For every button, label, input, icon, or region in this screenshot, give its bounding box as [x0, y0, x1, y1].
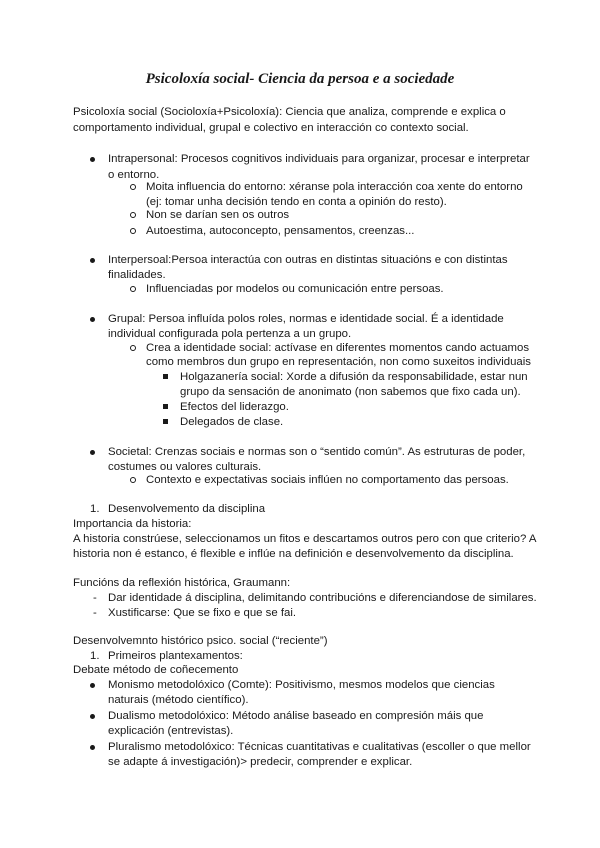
importancia-heading: Importancia da historia: [73, 518, 192, 530]
sub-item: Crea a identidade social: actívase en diferentes momentos cando actuamos [146, 342, 530, 354]
bullet-circle-icon [130, 477, 136, 483]
bullet-square-icon [163, 419, 168, 424]
list-item-societal: Societal: Crenzas sociais e normas son o “sentido común”. As estruturas de poder, [108, 446, 526, 458]
paragraph-line: historia non é estanco, é flexible e inflúe na definición e desenvolvemento da disciplina. [73, 548, 514, 560]
subsub-item: Holgazanería social: Xorde a difusión da responsabilidade, estar nun [180, 371, 528, 383]
funcions-heading: Funcións da reflexión histórica, Graumann: [73, 577, 291, 589]
sub-item: Moita influencia do entorno: xéranse pola interacción coa xente do entorno [146, 181, 523, 193]
sub-item: Non se darían sen os outros [146, 209, 290, 221]
list-item: Monismo metodolóxico (Comte): Positivismo, mesmos modelos que ciencias [108, 679, 495, 691]
sub-item: (ej: tomar unha decisión tendo en conta a opinión do resto). [146, 196, 447, 208]
list-item: Dualismo metodolóxico: Método análise baseado en compresión máis que [108, 710, 484, 722]
section-heading: Desenvolvemento da disciplina [108, 503, 266, 515]
list-item-interpersoal: Interpersoal:Persoa interactúa con outras en distintas situacións e con distintas [108, 254, 508, 266]
intro-line: Psicoloxía social (Socioloxía+Psicoloxía): Ciencia que analiza, comprende e explica o [73, 106, 506, 118]
subsub-item: grupo da sensación de anonimato (non sabemos que fixo cada un). [180, 386, 521, 398]
bullet-square-icon [163, 374, 168, 379]
list-item-societal: costumes ou valores culturais. [108, 461, 262, 473]
intro-line: comportamento individual, grupal e colectivo en interacción co contexto social. [73, 122, 469, 134]
sub-item: Contexto e expectativas sociais inflúen no comportamento das persoas. [146, 474, 509, 486]
list-item-intrapersonal: o entorno. [108, 169, 160, 181]
sub-item: Influenciadas por modelos ou comunicación entre persoas. [146, 283, 444, 295]
bullet-circle-icon [130, 212, 136, 218]
dash-bullet: - [93, 592, 97, 604]
bullet-circle-icon [130, 345, 136, 351]
list-item: naturais (método científico). [108, 694, 249, 706]
section-number: 1. [90, 503, 100, 515]
bullet-disc-icon [90, 450, 95, 455]
dash-bullet: - [93, 607, 97, 619]
bullet-disc-icon [90, 745, 95, 750]
bullet-square-icon [163, 404, 168, 409]
section-heading: Primeiros plantexamentos: [108, 650, 243, 662]
debate-heading: Debate método de coñecemento [73, 664, 239, 676]
list-item: se adapte á investigación)> predecir, comprender e explicar. [108, 756, 413, 768]
bullet-disc-icon [90, 683, 95, 688]
bullet-disc-icon [90, 714, 95, 719]
list-item: explicación (entrevistas). [108, 725, 234, 737]
section-number: 1. [90, 650, 100, 662]
desenvolvemento-heading: Desenvolvemnto histórico psico. social (“reciente”) [73, 635, 328, 647]
paragraph-line: A historia constrúese, seleccionamos un fitos e descartamos outros pero con que criterio? A [73, 533, 537, 545]
subsub-item: Efectos del liderazgo. [180, 401, 289, 413]
list-item: Xustificarse: Que se fixo e que se fai. [108, 607, 297, 619]
bullet-circle-icon [130, 286, 136, 292]
list-item-grupal: individual configurada pola pertenza a un grupo. [108, 328, 352, 340]
bullet-circle-icon [130, 228, 136, 234]
bullet-disc-icon [90, 258, 95, 263]
sub-item: como membros dun grupo en representación, non como suxeitos individuais [146, 356, 531, 368]
subsub-item: Delegados de clase. [180, 416, 284, 428]
list-item-interpersoal: finalidades. [108, 269, 166, 281]
list-item-intrapersonal: Intrapersonal: Procesos cognitivos individuais para organizar, procesar e interpretar [108, 153, 530, 165]
list-item: Pluralismo metodolóxico: Técnicas cuantitativas e cualitativas (escoller o que mellor [108, 741, 531, 753]
bullet-disc-icon [90, 157, 95, 162]
bullet-disc-icon [90, 317, 95, 322]
list-item: Dar identidade á disciplina, delimitando contribucións e diferenciandose de similares. [108, 592, 537, 604]
list-item-grupal: Grupal: Persoa influída polos roles, normas e identidade social. É a identidade [108, 313, 504, 325]
sub-item: Autoestima, autoconcepto, pensamentos, creenzas... [146, 225, 415, 237]
page-title: Psicoloxía social- Ciencia da persoa e a sociedade [145, 71, 455, 87]
bullet-circle-icon [130, 184, 136, 190]
